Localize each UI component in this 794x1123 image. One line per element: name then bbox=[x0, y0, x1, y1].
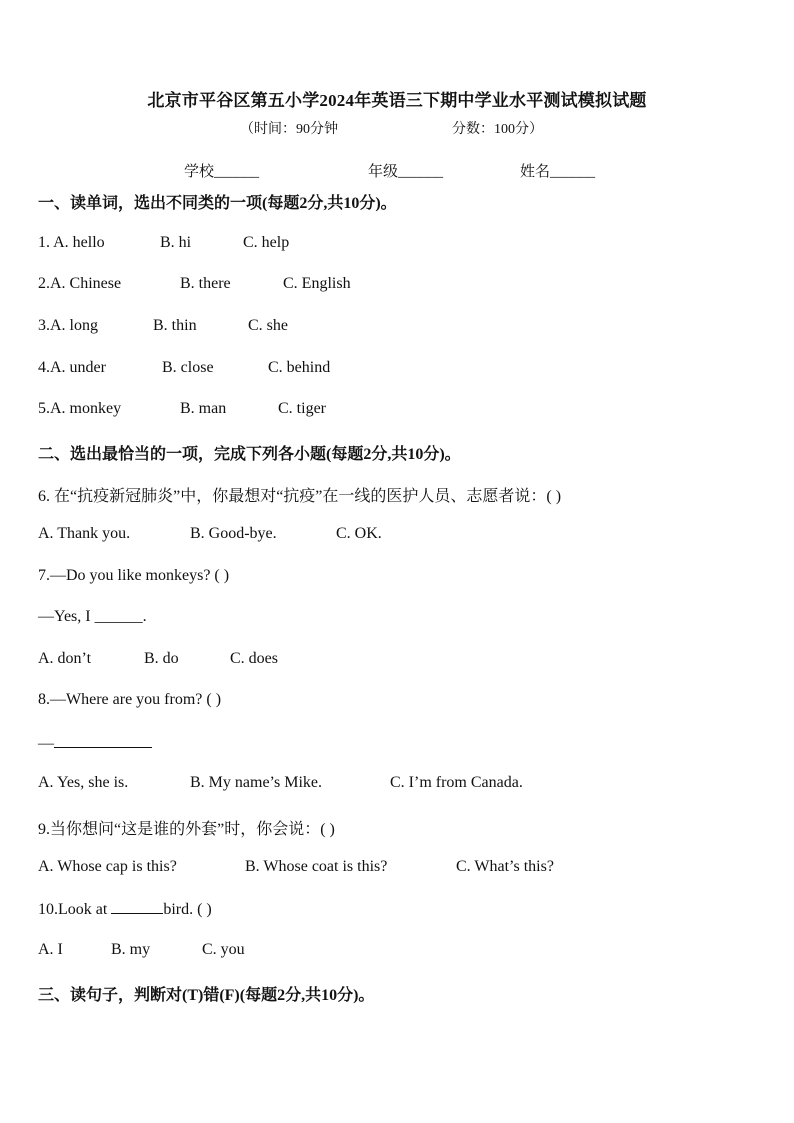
q10-stem-end: bird. ( ) bbox=[163, 901, 212, 918]
q2-option-c: C. English bbox=[283, 275, 351, 292]
q9-option-c: C. What’s this? bbox=[456, 858, 554, 875]
q8-option-c: C. I’m from Canada. bbox=[390, 774, 523, 791]
q6-option-c: C. OK. bbox=[336, 525, 382, 542]
q4-option-b: B. close bbox=[162, 359, 214, 376]
q9-option-b: B. Whose coat is this? bbox=[245, 858, 388, 875]
grade-field: 年级______ bbox=[368, 164, 444, 180]
q10-stem bbox=[38, 899, 212, 919]
q1-option-c: C. help bbox=[243, 234, 290, 251]
exam-time: （时间：90分钟 bbox=[240, 122, 338, 137]
q5-option-c: C. tiger bbox=[278, 400, 326, 417]
exam-title: 北京市平谷区第五小学2024年英语三下期中学业水平测试模拟试题 bbox=[147, 91, 647, 110]
q2-option-a: 2.A. Chinese bbox=[38, 275, 122, 292]
q7-option-a: A. don’t bbox=[38, 650, 92, 667]
q9-stem: 9.当你想问“这是谁的外套”时，你会说：( ) bbox=[38, 821, 335, 838]
q3-option-c: C. she bbox=[248, 317, 288, 334]
section3-heading: 三、读句子，判断对(T)错(F)(每题2分,共10分)。 bbox=[38, 987, 375, 1004]
q6-stem: 6. 在“抗疫新冠肺炎”中，你最想对“抗疫”在一线的医护人员、志愿者说：( ) bbox=[38, 488, 562, 505]
q8-stem: 8.—Where are you from? ( ) bbox=[38, 691, 222, 708]
q8-option-b: B. My name’s Mike. bbox=[190, 774, 322, 791]
q3-option-b: B. thin bbox=[153, 317, 197, 334]
q5-option-b: B. man bbox=[180, 400, 227, 417]
q10-option-a: A. I bbox=[38, 941, 63, 958]
q10-option-b: B. my bbox=[111, 941, 151, 958]
q6-option-a: A. Thank you. bbox=[38, 525, 131, 542]
section2-heading: 二、选出最恰当的一项，完成下列各小题(每题2分,共10分)。 bbox=[38, 446, 461, 463]
q7-reply: —Yes, I ______. bbox=[38, 608, 147, 625]
name-field: 姓名______ bbox=[520, 164, 596, 180]
q10-option-c: C. you bbox=[202, 941, 245, 958]
q8-option-a: A. Yes, she is. bbox=[38, 774, 129, 791]
school-field: 学校______ bbox=[184, 164, 260, 180]
q8-answer-blank bbox=[54, 733, 152, 748]
q2-option-b: B. there bbox=[180, 275, 231, 292]
q9-option-a: A. Whose cap is this? bbox=[38, 858, 177, 875]
q10-stem-start: 10.Look at bbox=[38, 901, 112, 918]
q1-option-a: 1. A. hello bbox=[38, 234, 105, 251]
q1-option-b: B. hi bbox=[160, 234, 192, 251]
q3-option-a: 3.A. long bbox=[38, 317, 98, 334]
q8-reply bbox=[38, 733, 152, 753]
q5-option-a: 5.A. monkey bbox=[38, 400, 122, 417]
exam-score: 分数：100分） bbox=[452, 122, 543, 137]
q4-option-c: C. behind bbox=[268, 359, 331, 376]
q4-option-a: 4.A. under bbox=[38, 359, 106, 376]
q7-option-c: C. does bbox=[230, 650, 278, 667]
q8-reply-dash: — bbox=[38, 735, 54, 752]
section1-heading: 一、读单词，选出不同类的一项(每题2分,共10分)。 bbox=[38, 195, 397, 212]
q7-stem: 7.—Do you like monkeys? ( ) bbox=[38, 567, 230, 584]
q7-option-b: B. do bbox=[144, 650, 179, 667]
q10-answer-blank bbox=[111, 899, 163, 914]
q6-option-b: B. Good-bye. bbox=[190, 525, 277, 542]
